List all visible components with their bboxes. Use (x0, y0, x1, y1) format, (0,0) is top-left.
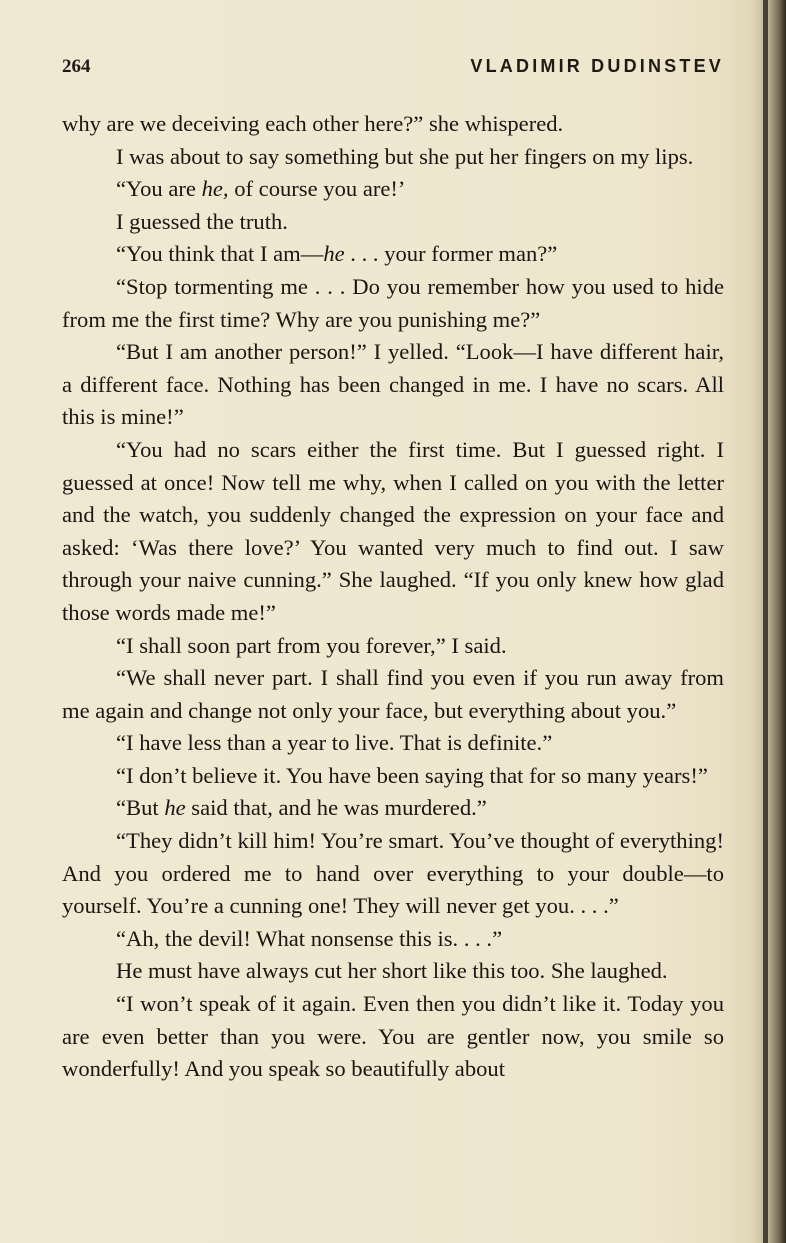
text-run: of course you are!’ (228, 176, 406, 202)
paragraph (62, 336, 724, 434)
paragraph (62, 630, 724, 663)
paragraph (62, 434, 724, 630)
text-run: said that, and he was murdered.” (185, 795, 487, 821)
text-run: why are we deceiving each other here?” she whispered. (62, 111, 564, 136)
paragraph (62, 988, 724, 1086)
paragraph (62, 825, 724, 923)
paragraph (62, 662, 724, 727)
text-run: “I don’t believe it. You have been saying that for so many years!” (116, 762, 708, 788)
text-run: “I won’t speak of it again. Even then you didn’t like it. Today you are even better than you were. You are gentler now, you smile so wonderfully! And you speak so beautifully about (62, 991, 724, 1082)
page-edge (763, 0, 768, 1243)
italic-text: he, (201, 176, 229, 202)
text-run: “They didn’t kill him! You’re smart. You’ve thought of everything! And you ordered me to hand over everything to your double—to yourself. You’re a cunning one! They will never get you. . . .” (62, 828, 724, 919)
paragraph (62, 206, 724, 239)
paragraph (62, 923, 724, 956)
text-run: . . . your former man?” (344, 241, 558, 267)
paragraph (62, 173, 724, 206)
text-run: I guessed the truth. (116, 208, 288, 234)
author-running-title: VLADIMIR DUDINSTEV (470, 56, 724, 76)
text-run: I was about to say something but she put her fingers on my lips. (116, 143, 694, 169)
text-run: “I shall soon part from you forever,” I said. (116, 632, 507, 658)
binding-shadow (752, 0, 786, 1243)
body-text (62, 108, 724, 1086)
text-run: “Ah, the devil! What nonsense this is. . . .” (116, 925, 503, 951)
page-number: 264 (62, 56, 91, 77)
paragraph (62, 108, 724, 141)
text-run: “You had no scars either the first time. But I guessed right. I guessed at once! Now tell me why, when I called on you with the letter and the watch, you suddenly changed the expression on your face and asked: ‘Was there love?’ You wanted very much to find out. I saw through your naive cunning.” She laughed. “If you only knew how glad those words made me!” (62, 436, 724, 625)
paragraph (62, 141, 724, 174)
text-run: “We shall never part. I shall find you even if you run away from me again and change not only your face, but everything about you.” (62, 665, 724, 723)
paragraph (62, 271, 724, 336)
text-run: “But I am another person!” I yelled. “Look—I have different hair, a different face. Nothing has been changed in me. I have no scars. All this is mine!” (62, 339, 724, 430)
italic-text: he (164, 795, 186, 821)
paragraph (62, 238, 724, 271)
text-run: “But (116, 795, 165, 821)
paragraph (62, 760, 724, 793)
text-run: He must have always cut her short like this too. She laughed. (116, 958, 668, 984)
paragraph (62, 955, 724, 988)
text-run: “You are (116, 176, 202, 202)
italic-text: he (323, 241, 345, 267)
paragraph (62, 792, 724, 825)
text-run: “You think that I am— (116, 241, 324, 267)
paragraph (62, 727, 724, 760)
running-head (62, 56, 724, 86)
text-run: “I have less than a year to live. That is definite.” (116, 730, 553, 756)
text-run: “Stop tormenting me . . . Do you remember how you used to hide from me the first time? Why are you punishing me?” (62, 273, 724, 332)
